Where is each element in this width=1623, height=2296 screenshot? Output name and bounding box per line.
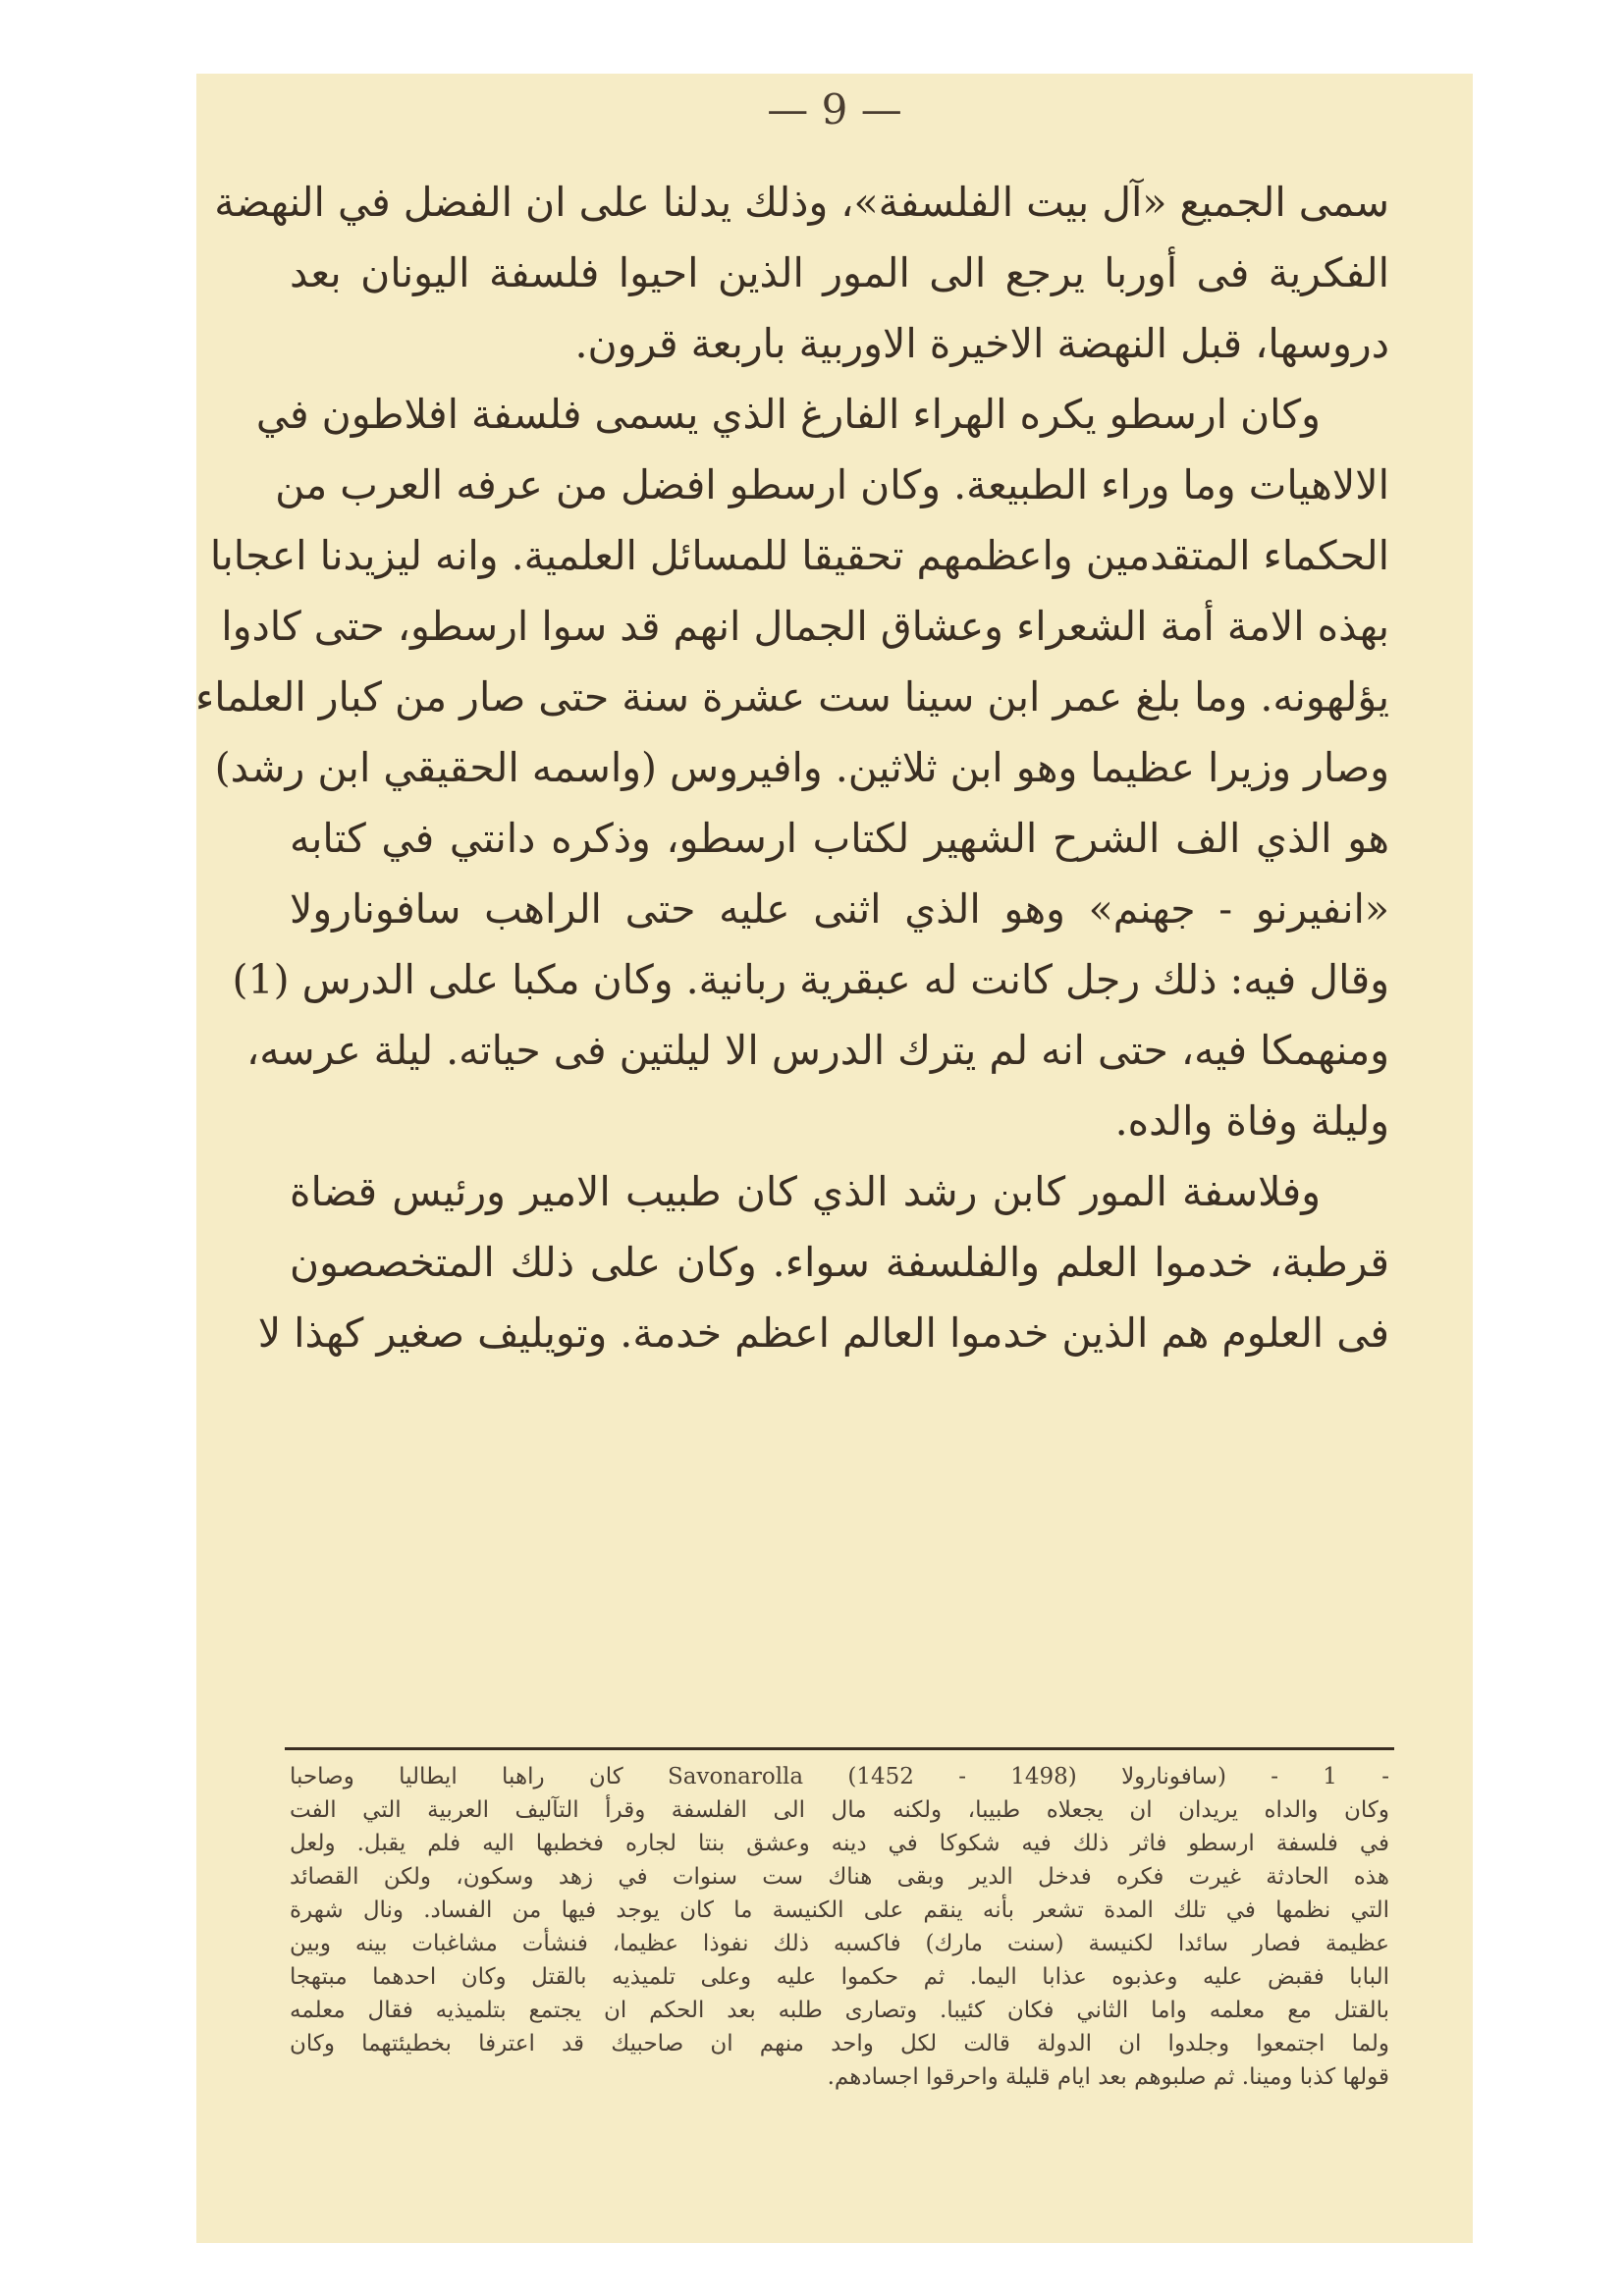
footnote-line: هذه الحادثة غيرت فكره فدخل الدير وبقى هناك ست سنوات في زهد وسكون، ولكن القصائد	[290, 1864, 1389, 1890]
footnote-line: عظيمة فصار سائدا لكنيسة (سنت مارك) فاكسبه ذلك نفوذا عظيما، فنشأت مشاغبات بينه وبين	[290, 1931, 1389, 1956]
footnote-line: قولها كذبا ومينا. ثم صلبوهم بعد ايام قليلة واحرقوا اجسادهم.	[827, 2064, 1389, 2090]
footnote-line: البابا فقبض عليه وعذبوه عذابا اليما. ثم حكموا عليه وعلى تلميذيه بالقتل وكان احدهما مبتهجا	[290, 1964, 1389, 1990]
text-line: يؤلهونه. وما بلغ عمر ابن سينا ست عشرة سنة حتى صار من كبار العلماء	[195, 673, 1389, 721]
text-line: سمى الجميع «آل بيت الفلسفة»، وذلك يدلنا على ان الفضل في النهضة	[214, 179, 1389, 226]
text-line: الفكرية فى أوربا يرجع الى المور الذين احيوا فلسفة اليونان بعد	[290, 249, 1389, 296]
footnote-line: التي نظمها في تلك المدة تشعر بأنه ينقم على الكنيسة ما كان يوجد فيها من الفساد. ونال شهرة	[290, 1897, 1389, 1923]
footnote-line: في فلسفة ارسطو فاثر ذلك فيه شكوكا في دينه وعشق بنتا لجاره فخطبها اليه فلم يقبل. ولعل	[290, 1831, 1389, 1856]
footnote-line: وكان والداه يريدان ان يجعلاه طبيبا، ولكنه مال الى الفلسفة وقرأ التآليف العربية التي الفت	[290, 1797, 1389, 1823]
text-line: هو الذي الف الشرح الشهير لكتاب ارسطو، وذكره دانتي في كتابه	[290, 815, 1389, 862]
footnote-line: ولما اجتمعوا وجلدوا ان الدولة قالت لكل واحد منهم ان صاحبيك قد اعترفا بخطيئتهما وكان	[290, 2031, 1389, 2056]
text-line: الالاهيات وما وراء الطبيعة. وكان ارسطو افضل من عرفه العرب من	[275, 461, 1389, 508]
footnote-divider	[285, 1747, 1394, 1750]
text-line: ومنهمكا فيه، حتى انه لم يترك الدرس الا ليلتين فى حياته. ليلة عرسه،	[246, 1027, 1389, 1074]
text-line: الحكماء المتقدمين واعظمهم تحقيقا للمسائل العلمية. وانه ليزيدنا اعجابا	[209, 532, 1389, 579]
text-line: دروسها، قبل النهضة الاخيرة الاوربية باربعة قرون.	[574, 320, 1389, 367]
footnote-line: - 1 - (سافونارولا Savonarolla (1452 - 1498) كان راهبا ايطاليا وصاحبا	[290, 1764, 1389, 1789]
text-line: «انفيرنو - جهنم» وهو الذي اثنى عليه حتى الراهب سافونارولا	[290, 885, 1389, 933]
text-line: وقال فيه: ذلك رجل كانت له عبقرية ربانية. وكان مكبا على الدرس (1)	[232, 956, 1389, 1003]
book-page	[196, 74, 1473, 2243]
text-line: فى العلوم هم الذين خدموا العالم اعظم خدمة. وتويليف صغير كهذا لا	[257, 1309, 1389, 1357]
text-line: وصار وزيرا عظيما وهو ابن ثلاثين. وافيروس (واسمه الحقيقي ابن رشد)	[214, 744, 1389, 791]
text-line: وليلة وفاة والده.	[1114, 1097, 1389, 1145]
text-line: قرطبة، خدموا العلم والفلسفة سواء. وكان على ذلك المتخصصون	[290, 1239, 1389, 1286]
page-number: — 9 —	[767, 85, 902, 133]
text-line: بهذه الامة أمة الشعراء وعشاق الجمال انهم قد سوا ارسطو، حتى كادوا	[221, 603, 1389, 650]
footnote-line: بالقتل مع معلمه واما الثاني فكان كئيبا. وتصارى طلبه بعد الحكم ان يجتمع بتلميذيه فقال معلمه	[290, 1998, 1389, 2023]
text-line: وفلاسفة المور كابن رشد الذي كان طبيب الامير ورئيس قضاة	[290, 1168, 1321, 1215]
text-line: وكان ارسطو يكره الهراء الفارغ الذي يسمى فلسفة افلاطون في	[255, 391, 1321, 438]
body-text	[195, 167, 1389, 1368]
footnotes	[290, 1760, 1389, 2094]
